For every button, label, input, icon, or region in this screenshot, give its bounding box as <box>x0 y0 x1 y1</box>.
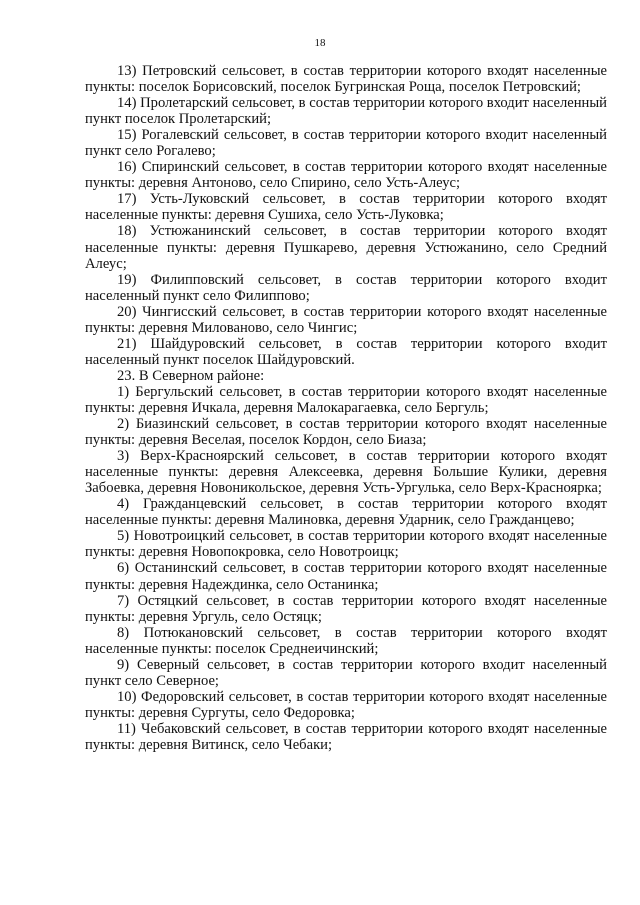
list-item-proletarsky: 14) Пролетарский сельсовет, в состав территории которого входит населенный пункт поселок Пролетарский; <box>85 95 607 128</box>
list-item-biazinsky: 2) Биазинский сельсовет, в состав территории которого входят населенные пункты: деревня Веселая, поселок Кордон, село Биаза; <box>85 416 607 449</box>
list-item-novotroitsky: 5) Новотроицкий сельсовет, в состав территории которого входят населенные пункты: деревня Новопокровка, село Новотроицк; <box>85 528 607 561</box>
list-item-chebakovsky: 11) Чебаковский сельсовет, в состав территории которого входят населенные пункты: деревня Витинск, село Чебаки; <box>85 720 607 753</box>
list-item-ostaninsky: 6) Останинский сельсовет, в состав территории которого входят населенные пункты: деревня Надеждинка, село Останинка; <box>85 560 607 593</box>
list-item-filippovsky: 19) Филипповский сельсовет, в состав территории которого входит населенный пункт село Филиппово; <box>85 271 607 304</box>
list-item-petrovsky: 13) Петровский сельсовет, в состав территории которого входят населенные пункты: поселок Борисовский, поселок Бугринская Роща, поселок Петровский; <box>85 63 607 96</box>
list-item-ust-lukovsky: 17) Усть-Луковский сельсовет, в состав территории которого входят населенные пункты: деревня Сушиха, село Усть-Луковка; <box>85 191 607 224</box>
list-item-bergulsky: 1) Бергульский сельсовет, в состав территории которого входят населенные пункты: деревня Ичкала, деревня Малокарагаевка, село Бергуль; <box>85 383 607 416</box>
list-item-potyukanovsky: 8) Потюкановский сельсовет, в состав территории которого входят населенные пункты: поселок Среднеичинский; <box>85 624 607 657</box>
list-item-shaydurovsky: 21) Шайдуровский сельсовет, в состав территории которого входит населенный пункт поселок Шайдуровский. <box>85 335 607 368</box>
list-item-grazhdantsevsky: 4) Гражданцевский сельсовет, в состав территории которого входят населенные пункты: деревня Малиновка, деревня Ударник, село Гражданцево; <box>85 496 607 529</box>
list-item-fedorovsky: 10) Федоровский сельсовет, в состав территории которого входят населенные пункты: деревня Сургуты, село Федоровка; <box>85 688 607 721</box>
list-item-spirinsky: 16) Спиринский сельсовет, в состав территории которого входят населенные пункты: деревня Антоново, село Спирино, село Усть-Алеус; <box>85 159 607 192</box>
list-item-ostyatsky: 7) Остяцкий сельсовет, в состав территории которого входят населенные пункты: деревня Ургуль, село Остяцк; <box>85 592 607 625</box>
document-body <box>85 63 607 753</box>
list-item-rogalevsky: 15) Рогалевский сельсовет, в состав территории которого входит населенный пункт село Рогалево; <box>85 127 607 160</box>
list-item-chingissky: 20) Чингисский сельсовет, в состав территории которого входят населенные пункты: деревня Милованово, село Чингис; <box>85 303 607 336</box>
list-item-ustyuzhaninsky: 18) Устюжанинский сельсовет, в состав территории которого входят населенные пункты: деревня Пушкарево, деревня Устюжанино, село Средний Алеус; <box>85 223 607 272</box>
page-number: 18 <box>314 37 326 49</box>
list-item-severny: 9) Северный сельсовет, в состав территории которого входит населенный пункт село Северное; <box>85 656 607 689</box>
list-item-verkh-krasnoyarsky: 3) Верх-Красноярский сельсовет, в состав территории которого входят населенные пункты: деревня Алексеевка, деревня Большие Кулики, деревня Забоевка, деревня Новоникольское, деревня Усть-Ургулька, село Верх-Красноярка; <box>85 448 607 497</box>
section-heading-severny-district: 23. В Северном районе: <box>117 367 265 384</box>
